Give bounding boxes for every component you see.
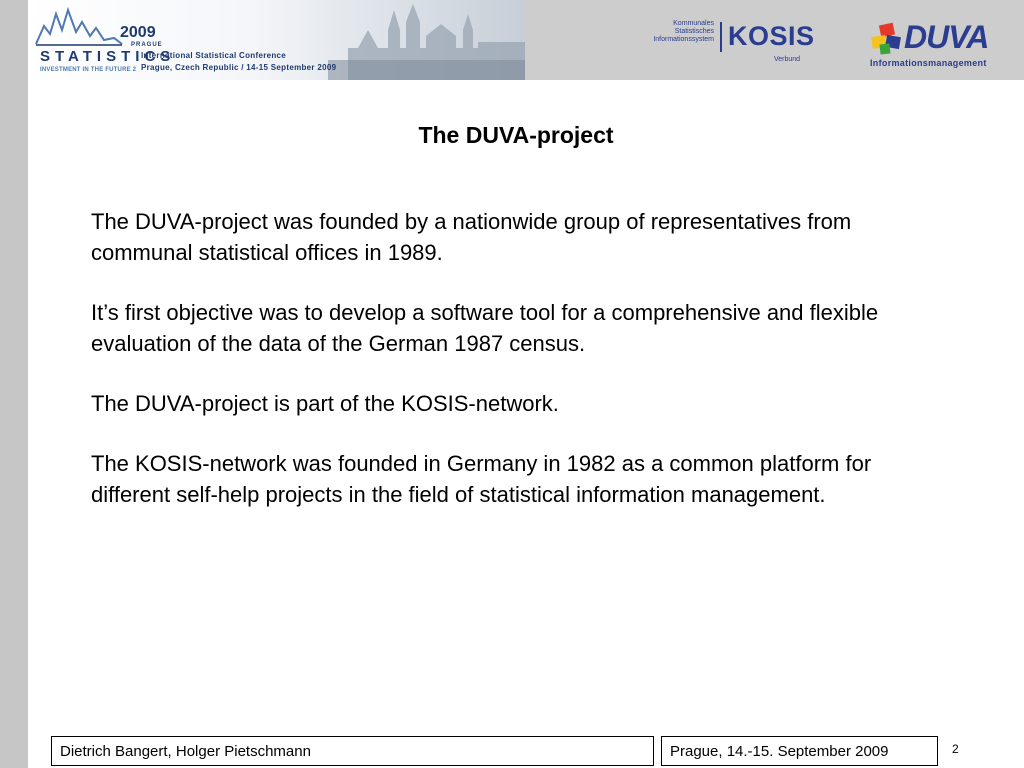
conference-motto: INVESTMENT IN THE FUTURE 2 (40, 67, 137, 73)
kosis-divider (720, 22, 722, 52)
kosis-subtitle-line: Statistisches (674, 28, 714, 35)
duva-name: DUVA (904, 19, 989, 55)
duva-logo (868, 20, 1008, 70)
conference-location-date: Prague, Czech Republic / 14-15 September 2009 (141, 63, 337, 72)
statistics-curve-icon (34, 4, 124, 48)
kosis-subtitle-line: Informationssystem (653, 36, 714, 43)
kosis-subtitle-line: Kommunales (673, 20, 714, 27)
conference-wordmark: STATISTICS (40, 48, 176, 65)
body-paragraph: The DUVA-project is part of the KOSIS-network. (91, 391, 559, 416)
body-paragraph: The DUVA-project was founded by a nationwide group of representatives from communal statistical offices in 1989. (91, 209, 852, 265)
kosis-name: KOSIS (728, 21, 815, 51)
slide-body (91, 206, 951, 539)
left-sidebar-strip (0, 0, 28, 768)
duva-puzzle-icon (870, 22, 904, 56)
conference-city: PRAGUE (131, 42, 163, 48)
conference-name: International Statistical Conference (141, 51, 287, 60)
footer-place-date: Prague, 14.-15. September 2009 (661, 736, 938, 766)
conference-banner-logo (28, 0, 525, 80)
page-number: 2 (952, 742, 959, 756)
conference-info (141, 50, 336, 74)
body-paragraph: It’s first objective was to develop a software tool for a comprehensive and flexible evaluation of the data of the German 1987 census. (91, 300, 879, 356)
body-paragraph: The KOSIS-network was founded in Germany in 1982 as a common platform for different self-help projects in the field of statistical information management. (91, 451, 872, 507)
kosis-logo (636, 20, 826, 70)
duva-subtitle: Informationsmanagement (870, 58, 987, 68)
kosis-verbund: Verbund (774, 56, 801, 63)
footer-authors: Dietrich Bangert, Holger Pietschmann (51, 736, 654, 766)
kosis-subtitle (653, 20, 714, 44)
conference-year: 2009 (120, 24, 156, 41)
slide-title: The DUVA-project (418, 122, 614, 148)
